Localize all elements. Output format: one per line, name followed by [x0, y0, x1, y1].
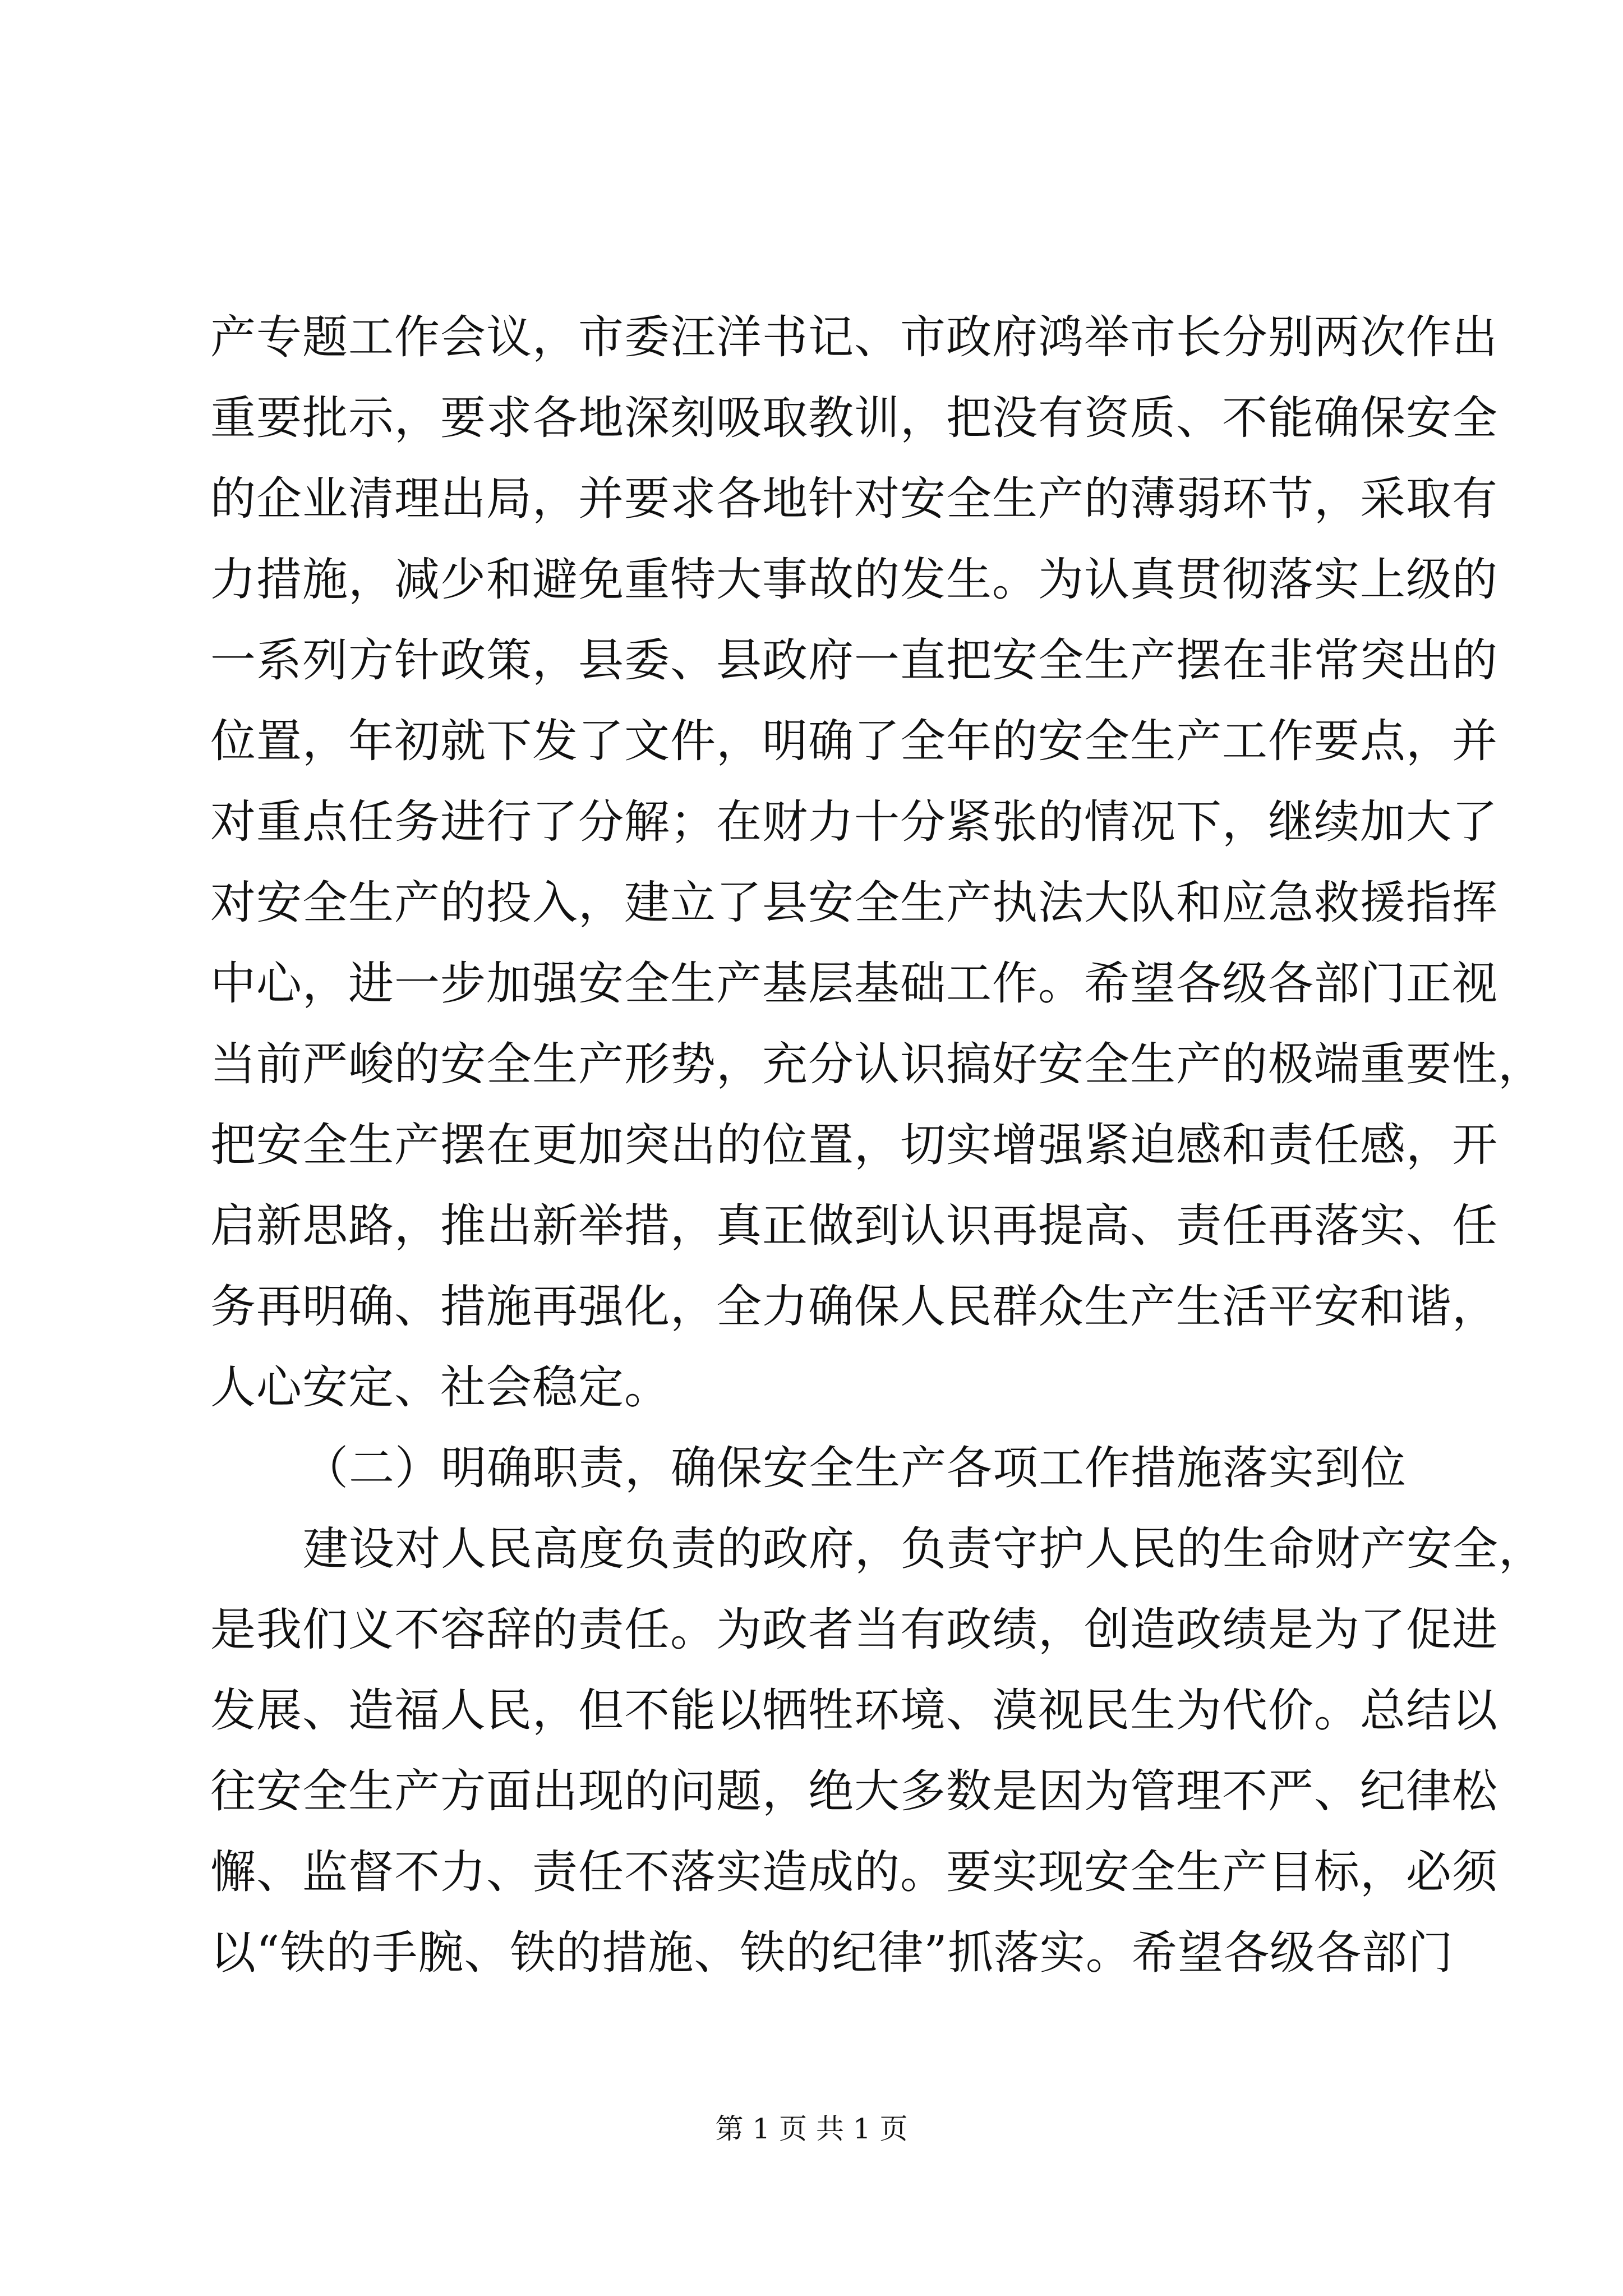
text-line: 把安全生产摆在更加突出的位置，切实增强紧迫感和责任感，开: [210, 1119, 1498, 1172]
text-line: 产专题工作会议，市委汪洋书记、市政府鸿举市长分别两次作出: [210, 311, 1498, 364]
text-line: 往安全生产方面出现的问题，绝大多数是因为管理不严、纪律松: [210, 1765, 1498, 1818]
text-line: 务再明确、措施再强化，全力确保人民群众生产生活平安和谐，: [210, 1281, 1498, 1333]
text-line: 当前严峻的安全生产形势，充分认识搞好安全生产的极端重要性，: [210, 1038, 1544, 1091]
text-line: 对安全生产的投入，建立了县安全生产执法大队和应急救援指挥: [210, 877, 1498, 930]
text-line: 重要批示，要求各地深刻吸取教训，把没有资质、不能确保安全: [210, 392, 1498, 445]
text-line: 一系列方针政策，县委、县政府一直把安全生产摆在非常突出的: [210, 634, 1498, 687]
text-line: 是我们义不容辞的责任。为政者当有政绩，创造政绩是为了促进: [210, 1604, 1498, 1657]
text-line: 位置，年初就下发了文件，明确了全年的安全生产工作要点，并: [210, 715, 1498, 768]
text-line: 以“铁的手腕、铁的措施、铁的纪律”抓落实。希望各级各部门: [210, 1927, 1454, 1980]
text-line: 发展、造福人民，但不能以牺牲环境、漠视民生为代价。总结以: [210, 1685, 1498, 1737]
text-line: 懈、监督不力、责任不落实造成的。要实现安全生产目标，必须: [210, 1846, 1498, 1899]
text-line: 中心，进一步加强安全生产基层基础工作。希望各级各部门正视: [210, 958, 1498, 1010]
page-footer: 第 1 页 共 1 页: [715, 2113, 908, 2145]
text-line: 对重点任务进行了分解；在财力十分紧张的情况下，继续加大了: [210, 796, 1498, 849]
text-line: 启新思路，推出新举措，真正做到认识再提高、责任再落实、任: [210, 1200, 1498, 1253]
text-line: 人心安定、社会稳定。: [210, 1361, 671, 1414]
section-heading: （二）明确职责，确保安全生产各项工作措施落实到位: [303, 1442, 1407, 1495]
text-line: 建设对人民高度负责的政府，负责守护人民的生命财产安全，: [303, 1523, 1545, 1576]
text-line: 的企业清理出局，并要求各地针对安全生产的薄弱环节，采取有: [210, 473, 1498, 526]
body-text: [210, 297, 1545, 1994]
text-line: 力措施，减少和避免重特大事故的发生。为认真贯彻落实上级的: [210, 554, 1498, 606]
